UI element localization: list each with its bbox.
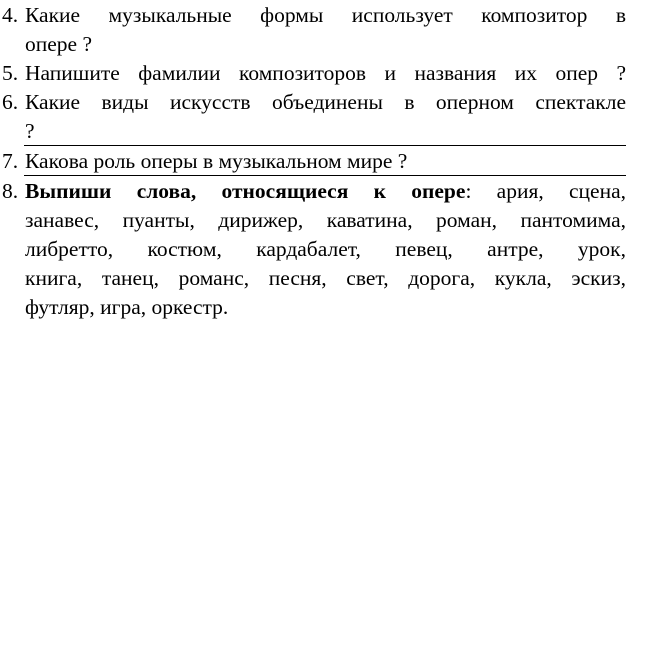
question-7-number: 7.: [2, 149, 19, 173]
question-5: [0, 59, 626, 88]
question-8-colon: :: [465, 179, 472, 203]
question-8-line-3: либретто, костюм, кардабалет, певец, антре, урок,: [25, 237, 626, 261]
question-7: [0, 147, 626, 176]
question-5-text: Напишите фамилии композиторов и названия их опер ?: [25, 61, 626, 85]
question-4-line-1: Какие музыкальные формы использует композитор в: [25, 3, 626, 27]
question-6: [0, 88, 626, 146]
question-8-line-4: книга, танец, романс, песня, свет, дорога, кукла, эскиз,: [25, 266, 626, 290]
question-8-line-1: [25, 177, 626, 206]
question-4-line-2: опере ?: [25, 32, 93, 56]
question-8-line-2: занавес, пуанты, дирижер, каватина, роман, пантомима,: [25, 208, 626, 232]
question-4: [0, 1, 626, 59]
question-6-line-1: Какие виды искусств объединены в оперном спектакле: [25, 90, 626, 114]
question-5-number: 5.: [2, 61, 19, 85]
question-7-text: Какова роль оперы в музыкальном мире ?: [25, 149, 408, 173]
question-8-words-1: ария, сцена,: [496, 179, 626, 203]
question-8: [0, 177, 626, 322]
answer-line-6: [24, 145, 626, 146]
question-8-line-5: футляр, игра, оркестр.: [25, 295, 229, 319]
question-6-line-2: ?: [25, 119, 35, 143]
question-8-instruction: Выпиши слова, относящиеся к опере: [25, 179, 466, 203]
question-4-number: 4.: [2, 3, 19, 27]
question-6-number: 6.: [2, 90, 19, 114]
answer-line-7: [24, 175, 626, 176]
question-8-number: 8.: [2, 179, 19, 203]
